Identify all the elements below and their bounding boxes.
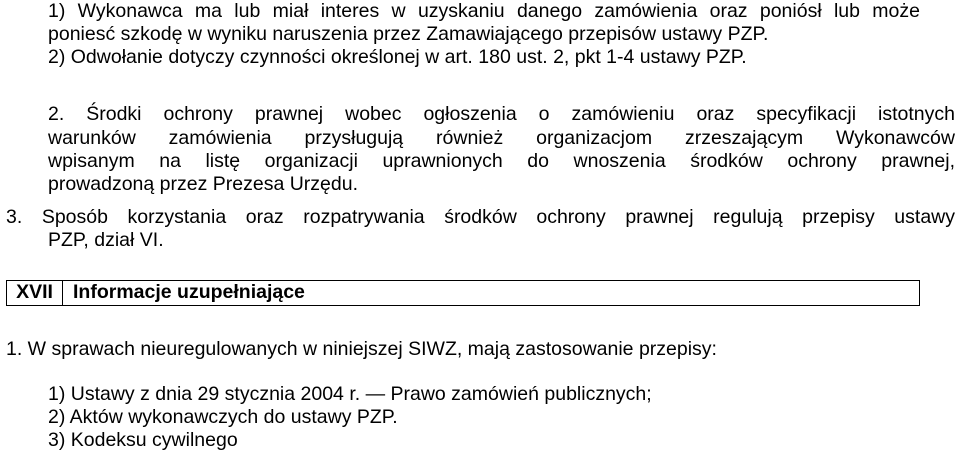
list-item: 2) Aktów wykonawczych do ustawy PZP. — [48, 406, 398, 428]
paragraph-line: 1. W sprawach nieuregulowanych w niniejszej SIWZ, mają zastosowanie przepisy: — [6, 338, 717, 360]
list-item: 1) Ustawy z dnia 29 stycznia 2004 r. — Prawo zamówień publicznych; — [48, 383, 652, 405]
paragraph-line: 1) Wykonawca ma lub miał interes w uzyskaniu danego zamówienia oraz poniósł lub może — [48, 0, 920, 22]
section-title: Informacje uzupełniające — [73, 281, 305, 303]
paragraph-line: 3. Sposób korzystania oraz rozpatrywania środków ochrony prawnej regulują przepisy ustawy — [6, 206, 955, 228]
paragraph-line: warunków zamówienia przysługują również organizacjom zrzeszającym Wykonawców — [48, 127, 955, 149]
paragraph-line: poniesć szkodę w wyniku naruszenia przez Zamawiającego przepisów ustawy PZP. — [48, 23, 769, 45]
paragraph-line: 2) Odwołanie dotyczy czynności określonej w art. 180 ust. 2, pkt 1-4 ustawy PZP. — [48, 46, 747, 68]
section-header — [6, 280, 920, 306]
section-number: XVII — [7, 281, 63, 305]
paragraph-line: PZP, dział VI. — [48, 229, 164, 251]
list-item: 3) Kodeksu cywilnego — [48, 429, 238, 451]
paragraph-line: prowadzoną przez Prezesa Urzędu. — [48, 173, 358, 195]
paragraph-line: wpisanym na listę organizacji uprawnionych do wnoszenia środków ochrony prawnej, — [48, 150, 955, 172]
paragraph-line: 2. Środki ochrony prawnej wobec ogłoszenia o zamówieniu oraz specyfikacji istotnych — [48, 103, 955, 125]
